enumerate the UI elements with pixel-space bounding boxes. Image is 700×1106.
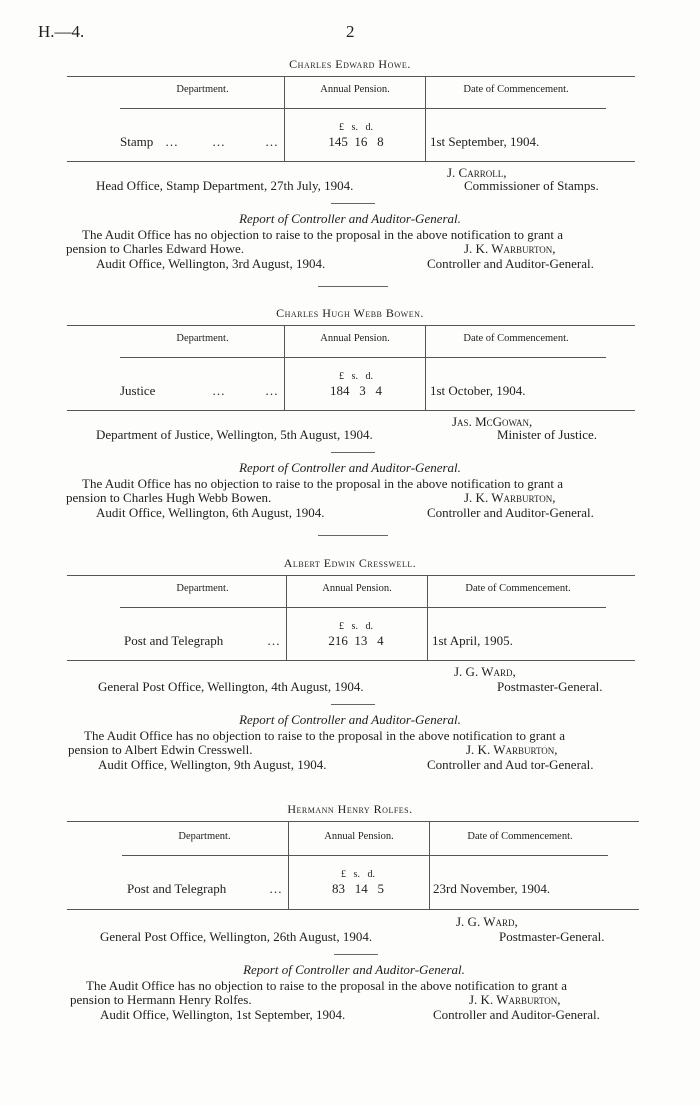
department-header: Department. xyxy=(178,831,231,842)
leader-dots: … xyxy=(212,383,225,398)
signatory-name: J. Carroll, xyxy=(447,165,507,180)
department-value: Post and Telegraph xyxy=(124,633,224,648)
commencement-date: 23rd November, 1904. xyxy=(433,881,551,896)
leader-dots: … xyxy=(265,383,278,398)
leader-dots: … xyxy=(269,881,282,896)
department-value: Post and Telegraph xyxy=(127,881,227,896)
pensioner-name: Hermann Henry Rolfes. xyxy=(287,802,413,816)
audit-report-heading: Report of Controller and Auditor-General. xyxy=(243,962,465,977)
auditor-name: J. K. Warburton, xyxy=(464,490,556,505)
signatory-title: Commissioner of Stamps. xyxy=(464,178,599,193)
pension-header: Annual Pension. xyxy=(320,333,390,344)
audit-place-date: Audit Office, Wellington, 3rd August, 1904. xyxy=(96,256,326,271)
lsd-units: £ s. d. xyxy=(339,621,373,632)
leader-dots: … xyxy=(212,134,225,149)
pension-entry xyxy=(0,57,700,297)
pension-amount: 83 14 5 xyxy=(332,881,384,896)
pensioner-name: Charles Hugh Webb Bowen. xyxy=(276,306,424,320)
signatory-title: Minister of Justice. xyxy=(497,427,598,442)
audit-place-date: Audit Office, Wellington, 6th August, 1904. xyxy=(96,505,325,520)
audit-report-heading: Report of Controller and Auditor-General. xyxy=(239,211,461,226)
signatory-title: Postmaster-General. xyxy=(497,679,603,694)
lsd-units: £ s. d. xyxy=(339,371,373,382)
auditor-title: Controller and Auditor-General. xyxy=(433,1007,600,1022)
audit-place-date: Audit Office, Wellington, 1st September, 1904. xyxy=(100,1007,346,1022)
department-header: Department. xyxy=(176,333,229,344)
commencement-header: Date of Commencement. xyxy=(463,84,569,95)
signatory-name: J. G. Ward, xyxy=(456,914,518,929)
commencement-header: Date of Commencement. xyxy=(463,333,569,344)
leader-dots: … xyxy=(265,134,278,149)
pensioner-name: Charles Edward Howe. xyxy=(289,57,411,71)
commencement-header: Date of Commencement. xyxy=(465,583,571,594)
pension-header: Annual Pension. xyxy=(324,831,394,842)
leader-dots: … xyxy=(165,134,178,149)
pension-amount: 216 13 4 xyxy=(328,633,384,648)
signatory-name: J. G. Ward, xyxy=(454,664,516,679)
audit-statement: The Audit Office has no objection to raise to the proposal in the above notification to grant a xyxy=(82,227,563,242)
audit-pensioner: pension to Charles Edward Howe. xyxy=(66,241,244,256)
pension-entry xyxy=(0,306,700,546)
pension-entry xyxy=(0,556,700,796)
auditor-name: J. K. Warburton, xyxy=(469,992,561,1007)
pensioner-name: Albert Edwin Cresswell. xyxy=(283,556,417,570)
audit-pensioner: pension to Albert Edwin Cresswell. xyxy=(68,742,253,757)
pension-amount: 145 16 8 xyxy=(328,134,384,149)
leader-dots: … xyxy=(267,633,280,648)
signatory-title: Postmaster-General. xyxy=(499,929,605,944)
audit-place-date: Audit Office, Wellington, 9th August, 1904. xyxy=(98,757,327,772)
report-code: H.—4. xyxy=(38,22,85,41)
audit-statement: The Audit Office has no objection to raise to the proposal in the above notification to grant a xyxy=(82,476,563,491)
audit-report-heading: Report of Controller and Auditor-General. xyxy=(239,712,461,727)
office-line: Head Office, Stamp Department, 27th July, 1904. xyxy=(96,178,354,193)
office-line: General Post Office, Wellington, 4th August, 1904. xyxy=(98,679,364,694)
department-header: Department. xyxy=(176,583,229,594)
commencement-header: Date of Commencement. xyxy=(467,831,573,842)
office-line: General Post Office, Wellington, 26th August, 1904. xyxy=(100,929,373,944)
auditor-name: J. K. Warburton, xyxy=(466,742,558,757)
audit-statement: The Audit Office has no objection to raise to the proposal in the above notification to grant a xyxy=(86,978,567,993)
lsd-units: £ s. d. xyxy=(341,869,375,880)
pension-entry xyxy=(0,802,700,1042)
audit-statement: The Audit Office has no objection to raise to the proposal in the above notification to grant a xyxy=(84,728,565,743)
auditor-title: Controller and Auditor-General. xyxy=(427,256,594,271)
signatory-name: Jas. McGowan, xyxy=(452,414,533,429)
commencement-date: 1st October, 1904. xyxy=(430,383,526,398)
audit-pensioner: pension to Hermann Henry Rolfes. xyxy=(70,992,252,1007)
auditor-name: J. K. Warburton, xyxy=(464,241,556,256)
office-line: Department of Justice, Wellington, 5th August, 1904. xyxy=(96,427,373,442)
department-value: Justice xyxy=(120,383,156,398)
commencement-date: 1st April, 1905. xyxy=(432,633,513,648)
audit-pensioner: pension to Charles Hugh Webb Bowen. xyxy=(66,490,272,505)
commencement-date: 1st September, 1904. xyxy=(430,134,540,149)
audit-report-heading: Report of Controller and Auditor-General. xyxy=(239,460,461,475)
pension-header: Annual Pension. xyxy=(322,583,392,594)
auditor-title: Controller and Aud tor-General. xyxy=(427,757,594,772)
department-header: Department. xyxy=(176,84,229,95)
lsd-units: £ s. d. xyxy=(339,122,373,133)
page-number: 2 xyxy=(346,22,355,41)
auditor-title: Controller and Auditor-General. xyxy=(427,505,594,520)
pension-header: Annual Pension. xyxy=(320,84,390,95)
department-value: Stamp xyxy=(120,134,154,149)
pension-amount: 184 3 4 xyxy=(330,383,382,398)
